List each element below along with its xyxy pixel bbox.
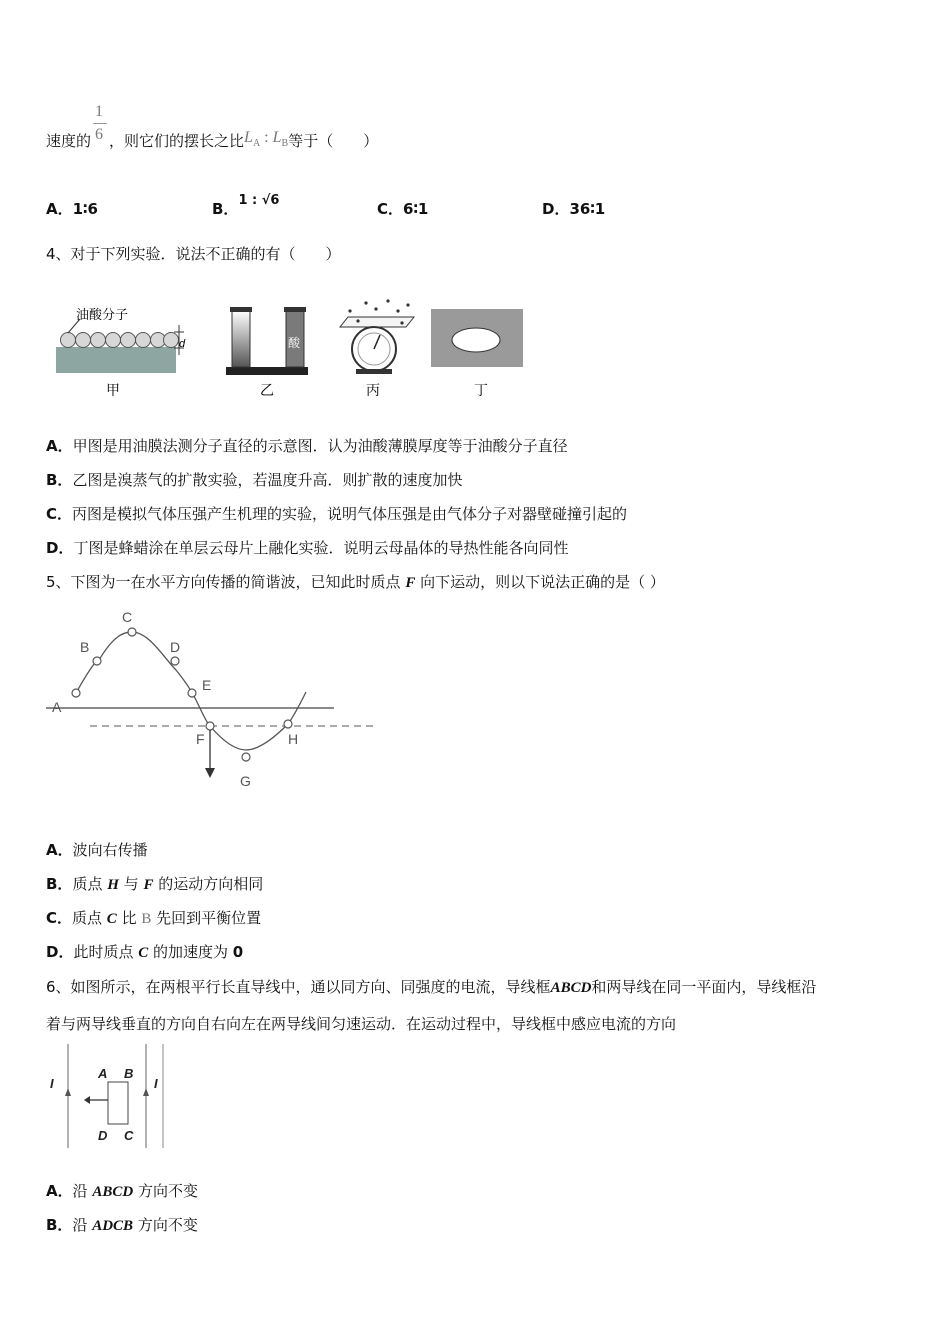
wave-f-arrow-head <box>205 768 215 778</box>
ding-caption: 丁 <box>474 382 488 398</box>
q6-motion-arrow-head <box>84 1096 90 1104</box>
wave-point-f <box>206 722 214 730</box>
q4-fig-yi <box>226 307 308 398</box>
wave-label-d: D <box>170 639 181 655</box>
q3-choice-c[interactable] <box>377 198 428 219</box>
q6-option-b-letter: B． <box>46 1216 73 1234</box>
q6-wire-right-arrow <box>143 1088 149 1096</box>
q6-label-i-right: I <box>154 1076 158 1091</box>
bing-feet <box>356 369 392 374</box>
wave-label-e: E <box>202 677 212 693</box>
q4-option-d-letter: D． <box>46 539 74 557</box>
q6-option-b-code: ADCB <box>92 1218 134 1234</box>
q3-choice-a-text: 1∶6 <box>72 200 98 218</box>
q4-option-c[interactable] <box>46 504 627 524</box>
q4-option-d[interactable] <box>46 538 568 558</box>
q5-option-b-text-3: 的运动方向相同 <box>153 875 264 893</box>
q5-option-b-text-1: 质点 <box>72 875 108 893</box>
yi-cap-right <box>284 307 306 312</box>
q6-stem-1b: 和两导线在同一平面内，导线框沿 <box>591 978 817 996</box>
wave-point-d <box>171 657 179 665</box>
q3-choice-a[interactable] <box>46 198 98 219</box>
q5-option-d-text-2: 的加速度为 <box>148 943 233 961</box>
q3-ratio-la-sub: A <box>252 138 261 150</box>
q3-choice-c-text: 6∶1 <box>403 200 429 218</box>
q5-stem-f: F <box>405 575 416 591</box>
q4-option-c-text: 丙图是模拟气体压强产生机理的实验，说明气体压强是由气体分子对器壁碰撞引起的 <box>72 505 628 523</box>
wave-point-b <box>93 657 101 665</box>
q5-option-d-text-1: 此时质点 <box>73 943 139 961</box>
q6-stem-1a: 6、如图所示，在两根平行长直导线中，通以同方向、同强度的电流，导线框 <box>46 978 551 996</box>
q5-option-d-letter: D． <box>46 943 74 961</box>
q6-option-a-post: 方向不变 <box>133 1182 199 1200</box>
wave-label-a: A <box>52 699 62 715</box>
q3-choice-d[interactable] <box>542 198 605 219</box>
q6-stem-abcd: ABCD <box>550 980 592 996</box>
wave-point-e <box>188 689 196 697</box>
q3-choice-d-letter: D． <box>542 200 570 218</box>
wave-point-h <box>284 720 292 728</box>
wave-points <box>72 628 292 761</box>
yi-cap-left <box>230 307 252 312</box>
q4-option-b[interactable] <box>46 470 462 490</box>
q6-stem-line1 <box>46 977 816 998</box>
q6-wire-left-arrow <box>65 1088 71 1096</box>
q6-label-c: C <box>124 1128 134 1143</box>
q6-wire-figure <box>46 1042 176 1154</box>
jia-caption: 甲 <box>106 382 120 398</box>
q5-option-b-letter: B． <box>46 875 73 893</box>
q5-option-b-h: H <box>107 877 119 893</box>
q3-text-b: ，则它们的摆长之比 <box>109 132 245 150</box>
jia-substrate <box>56 347 176 373</box>
q5-stem-b: 向下运动，则以下说法正确的是（ ） <box>420 573 665 591</box>
jia-molecules <box>61 333 179 348</box>
q6-stem-line2: 着与两导线垂直的方向自右向左在两导线间匀速运动．在运动过程中，导线框中感应电流的方向 <box>46 1015 677 1033</box>
q4-option-b-letter: B． <box>46 471 73 489</box>
q3-ratio-lb: L <box>272 129 282 146</box>
q3-choice-a-letter: A． <box>46 200 73 218</box>
q4-option-d-text: 丁图是蜂蜡涂在单层云母片上融化实验．说明云母晶体的导热性能各向同性 <box>73 539 569 557</box>
ding-melted-wax <box>452 328 500 352</box>
q5-option-c-b: B <box>141 911 152 927</box>
wave-label-h: H <box>288 731 299 747</box>
q3-ratio-lb-sub: B <box>281 138 289 150</box>
q4-stem: 4、对于下列实验．说法不正确的有（ ） <box>46 245 341 263</box>
q5-option-c[interactable] <box>46 908 261 929</box>
q5-option-a-letter: A． <box>46 841 73 859</box>
yi-base <box>226 367 308 375</box>
q3-choice-b-text: 1 : √6 <box>238 193 280 208</box>
wave-point-a <box>72 689 80 697</box>
q6-label-b: B <box>124 1066 134 1081</box>
bing-caption: 丙 <box>366 382 380 398</box>
q4-option-a-text: 甲图是用油膜法测分子直径的示意图．认为油酸薄膜厚度等于油酸分子直径 <box>72 437 568 455</box>
q5-option-c-text-1: 质点 <box>72 909 107 927</box>
q6-option-b-pre: 沿 <box>72 1216 93 1234</box>
yi-acid-label: 酸 <box>288 336 301 350</box>
q5-option-b-f: F <box>143 877 154 893</box>
q4-fig-jia <box>56 307 186 398</box>
q4-option-a-letter: A． <box>46 437 73 455</box>
wave-point-g <box>242 753 250 761</box>
q4-option-c-letter: C． <box>46 505 73 523</box>
q5-option-a[interactable] <box>46 840 148 860</box>
wave-label-c: C <box>122 609 133 625</box>
q6-label-a: A <box>98 1066 108 1081</box>
q3-choice-d-text: 36∶1 <box>569 200 606 218</box>
q5-option-c-text-3: 先回到平衡位置 <box>151 909 262 927</box>
q6-option-a[interactable] <box>46 1181 198 1202</box>
q3-ratio-colon: : <box>264 129 269 146</box>
q5-option-d[interactable] <box>46 942 243 963</box>
wave-point-c <box>128 628 136 636</box>
q4-fig-bing <box>340 299 414 398</box>
q6-label-i-left: I <box>50 1076 54 1091</box>
q3-choice-b[interactable] <box>212 193 280 219</box>
q4-figures <box>50 295 530 400</box>
q5-option-d-zero: 0 <box>232 943 244 961</box>
q3-ratio-la: L <box>244 129 253 146</box>
q5-option-c-letter: C． <box>46 909 73 927</box>
q5-stem-a: 5、下图为一在水平方向传播的简谐波，已知此时质点 <box>46 573 401 591</box>
yi-jar-left <box>232 311 250 367</box>
wave-label-f: F <box>196 731 205 747</box>
q4-option-b-text: 乙图是溴蒸气的扩散实验，若温度升高．则扩散的速度加快 <box>72 471 463 489</box>
q3-fraction <box>93 103 107 146</box>
q3-frac-num: 1 <box>95 103 104 120</box>
q6-option-b[interactable] <box>46 1215 198 1236</box>
jia-d-label: d <box>179 338 186 350</box>
q6-option-a-code: ABCD <box>92 1184 134 1200</box>
q4-option-a[interactable] <box>46 436 568 456</box>
q3-frac-bar <box>93 123 107 124</box>
q3-choice-b-letter: B． <box>212 200 239 218</box>
q6-option-a-pre: 沿 <box>72 1182 93 1200</box>
q3-frac-den: 6 <box>95 126 104 143</box>
q6-option-b-post: 方向不变 <box>133 1216 198 1234</box>
q3-choice-c-letter: C． <box>377 200 404 218</box>
q3-text-c: 等于（ ） <box>288 132 379 150</box>
q6-option-a-letter: A． <box>46 1182 73 1200</box>
q5-wave-figure <box>44 600 384 800</box>
q5-stem <box>46 572 665 593</box>
q3-ratio <box>244 129 289 150</box>
wave-label-g: G <box>240 773 251 789</box>
yi-caption: 乙 <box>260 382 274 398</box>
jia-oil-label: 油酸分子 <box>76 307 129 322</box>
wave-label-b: B <box>80 639 90 655</box>
q3-text-a: 速度的 <box>46 132 92 150</box>
q5-option-b[interactable] <box>46 874 263 895</box>
q5-option-c-c: C <box>106 911 117 927</box>
q3-stem <box>46 103 379 158</box>
q5-option-b-text-2: 与 <box>118 875 144 893</box>
q5-option-a-text: 波向右传播 <box>72 841 148 859</box>
q5-option-d-c: C <box>138 945 149 961</box>
q4-fig-ding <box>431 309 523 398</box>
q6-frame-abcd <box>108 1082 128 1124</box>
q5-option-c-text-2: 比 <box>116 909 142 927</box>
q6-label-d: D <box>98 1128 108 1143</box>
